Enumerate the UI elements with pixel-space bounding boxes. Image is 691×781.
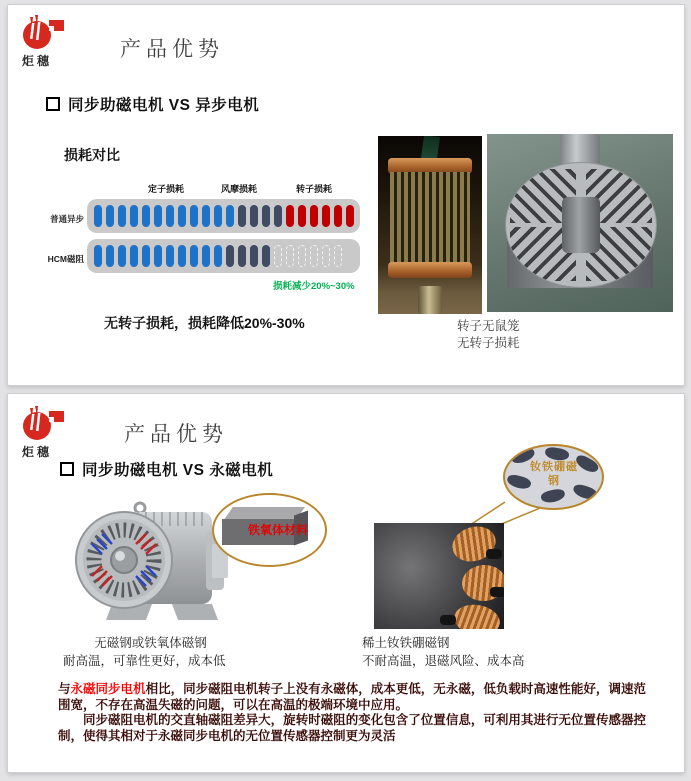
loss-pill-navy xyxy=(250,205,258,227)
ferrite-material-callout xyxy=(212,493,327,567)
loss-pill-empty xyxy=(322,245,330,267)
loss-pill-blue xyxy=(166,245,174,267)
caption-line: 无转子损耗 xyxy=(457,336,520,350)
loss-pill-blue xyxy=(226,205,234,227)
copper-coil xyxy=(452,601,503,629)
loss-pill-blue xyxy=(130,245,138,267)
loss-pill-empty xyxy=(310,245,318,267)
loss-pill-empty xyxy=(274,245,282,267)
caption-line: 转子无鼠笼 xyxy=(457,319,520,333)
flame-logo-icon xyxy=(22,13,70,51)
slide-1 xyxy=(7,4,685,386)
paragraph-1 xyxy=(58,682,646,713)
para-text: 相比，同步磁阻电机转子上没有永磁体，成本更低，无永磁，低负载时高速性能好，调速范围宽，不存在高温失磁的问题，可以在高温的极端环境中应用。 xyxy=(58,682,646,712)
square-bullet-icon xyxy=(60,462,74,476)
caption-line: 耐高温，可靠性更好，成本低 xyxy=(63,654,226,668)
loss-pill-blue xyxy=(154,205,162,227)
col-label-rotor-loss: 转子损耗 xyxy=(296,184,333,194)
reluctance-rotor-photo xyxy=(487,134,673,312)
slide2-title: 产品优势 xyxy=(124,422,228,446)
ferrite-motor-caption xyxy=(63,634,238,670)
stator-slot xyxy=(440,615,456,625)
loss-pill-blue xyxy=(178,245,186,267)
loss-pill-navy xyxy=(226,245,234,267)
loss-chart-title: 损耗对比 xyxy=(64,147,120,163)
loss-pill-empty xyxy=(298,245,306,267)
loss-pill-red xyxy=(310,205,318,227)
loss-pill-blue xyxy=(106,245,114,267)
loss-pill-blue xyxy=(190,245,198,267)
col-label-windage-loss: 风摩损耗 xyxy=(221,184,258,194)
ndfeb-magnet-callout xyxy=(503,444,604,510)
paragraph-2: 同步磁阻电机的交直轴磁阻差异大，旋转时磁阻的变化包含了位置信息，可利用其进行无位置传感器控制，使得其相对于永磁同步电机的无位置传感器控制更为灵活 xyxy=(58,713,646,743)
loss-pill-blue xyxy=(118,245,126,267)
logo-text: 炬穗 xyxy=(22,445,53,459)
comparison-paragraph xyxy=(58,682,646,744)
slide1-heading-text: 同步助磁电机 VS 异步电机 xyxy=(68,97,260,114)
logo-text: 炬穗 xyxy=(22,54,53,68)
loss-reduction-note: 损耗减少20%~30% xyxy=(273,281,355,292)
ndfeb-callout-label: 钕铁硼磁钢 xyxy=(530,461,578,487)
stator-slot xyxy=(486,549,502,559)
rotor-photo-caption xyxy=(457,318,520,352)
rotor-laminated-body xyxy=(390,172,470,264)
loss-pill-blue xyxy=(142,245,150,267)
loss-bar-hcm xyxy=(87,239,360,273)
loss-pill-blue xyxy=(214,205,222,227)
loss-pill-blue xyxy=(202,245,210,267)
synchronous-motor-render xyxy=(60,498,230,626)
loss-pill-navy xyxy=(274,205,282,227)
ferrite-callout-label: 铁氧体材料 xyxy=(248,523,309,537)
slide2-heading-text: 同步助磁电机 VS 永磁电机 xyxy=(82,462,274,479)
loss-pill-blue xyxy=(202,205,210,227)
loss-pill-navy xyxy=(250,245,258,267)
row-label-hcm: HCM磁阻 xyxy=(47,254,84,264)
pm-motor-caption xyxy=(362,634,572,670)
loss-pill-blue xyxy=(118,205,126,227)
loss-pill-blue xyxy=(94,245,102,267)
slide2-section-heading xyxy=(60,458,273,480)
company-logo xyxy=(22,404,82,460)
loss-pill-blue xyxy=(190,205,198,227)
shaft-hub xyxy=(562,197,600,253)
copper-end-ring-bottom xyxy=(388,262,472,278)
loss-pill-blue xyxy=(154,245,162,267)
loss-pill-blue xyxy=(178,205,186,227)
flame-logo-icon xyxy=(22,404,70,442)
loss-pill-navy xyxy=(238,245,246,267)
stator-slot xyxy=(490,587,504,597)
slide1-conclusion: 无转子损耗，损耗降低20%-30% xyxy=(104,315,305,331)
loss-pill-blue xyxy=(166,205,174,227)
row-label-async: 普通异步 xyxy=(49,214,84,224)
caption-line: 稀土钕铁硼磁钢 xyxy=(362,636,450,650)
slide1-title: 产品优势 xyxy=(120,37,224,61)
loss-pill-empty xyxy=(286,245,294,267)
para-text: 与 xyxy=(58,682,71,696)
slide-2 xyxy=(7,393,685,773)
loss-pill-red xyxy=(286,205,294,227)
square-bullet-icon xyxy=(46,97,60,111)
caption-line: 不耐高温，退磁风险、成本高 xyxy=(362,654,525,668)
copper-coil xyxy=(448,523,500,567)
magnet-segment xyxy=(540,488,566,505)
loss-pill-red xyxy=(334,205,342,227)
loss-pill-blue xyxy=(142,205,150,227)
rotor-shaft xyxy=(418,286,442,314)
loss-pill-blue xyxy=(94,205,102,227)
loss-pill-navy xyxy=(262,205,270,227)
loss-pill-red xyxy=(322,205,330,227)
slide1-section-heading xyxy=(46,93,259,115)
loss-bar-async xyxy=(87,199,360,233)
squirrel-cage-rotor-photo xyxy=(378,136,482,314)
loss-pill-navy xyxy=(262,245,270,267)
highlighted-term: 永磁同步电机 xyxy=(70,682,146,696)
loss-pill-empty xyxy=(334,245,342,267)
rotor-stack-face xyxy=(505,162,657,288)
pm-motor-coils-photo xyxy=(374,523,504,629)
loss-pill-blue xyxy=(130,205,138,227)
company-logo xyxy=(22,13,82,69)
col-label-stator-loss: 定子损耗 xyxy=(148,184,185,194)
loss-pill-red xyxy=(298,205,306,227)
loss-pill-blue xyxy=(214,245,222,267)
loss-pill-blue xyxy=(106,205,114,227)
loss-pill-navy xyxy=(238,205,246,227)
loss-pill-red xyxy=(346,205,354,227)
caption-line: 无磁钢或铁氧体磁钢 xyxy=(94,636,207,650)
